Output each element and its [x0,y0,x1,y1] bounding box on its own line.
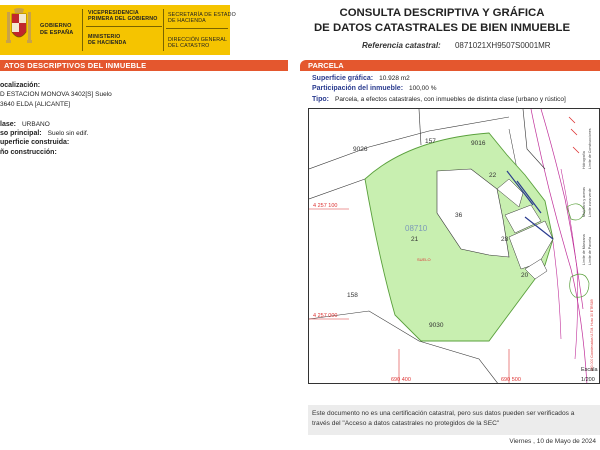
parcel-number: 21 [411,236,419,243]
superficie-grafica-label: Superficie gráfica: [312,75,374,82]
parcel-number: 36 [455,212,463,219]
parcel-boundary [309,179,365,199]
parcel-number: 28 [501,236,509,243]
legend-item: Mobiliario y aceras [582,187,586,217]
header-divider [163,9,164,51]
localizacion-line2: 3640 ELDA [ALICANTE] [0,101,71,108]
clase-label: lase: [0,121,16,128]
parcel-number: 22 [489,172,497,179]
parcel-boundary [419,109,421,145]
section-header-datos: ATOS DESCRIPTIVOS DEL INMUEBLE [0,60,288,71]
localizacion-label: ocalización: [0,82,41,89]
parcel-number: 158 [347,292,358,299]
scale-value: 1/200 [581,377,595,383]
legend-item: Límite de Manzana [582,234,586,265]
superficie-grafica-value: 10.928 m2 [379,75,410,82]
projection-label: 690.000 Coordenadas U.T.M. Huso 30 ETRS89 [590,299,594,371]
clase-field [0,121,50,130]
coord-label: 4 257 000 [313,313,338,319]
cadastral-map[interactable] [308,108,600,384]
map-legend [582,128,594,371]
parcel-number: 9026 [353,146,368,153]
parcel-ref-label: 08710 [405,224,428,233]
section-header-parcela: PARCELA [300,60,600,71]
road-edge-line [541,109,583,309]
tipo-label: Tipo: [312,96,329,103]
secretaria-label: SECRETARÍA DE ESTADO DE HACIENDA [168,12,236,25]
parcel-number: 9030 [429,322,444,329]
anio-construccion-label: ño construcción: [0,149,57,156]
page-title: CONSULTA DESCRIPTIVA Y GRÁFICA DE DATOS CATASTRALES DE BIEN INMUEBLE [313,7,571,34]
parcel-number: 9016 [471,140,486,147]
suelo-label: SUELO [417,257,431,262]
uso-field [0,130,88,139]
direccion-label: DIRECCIÓN GENERAL DEL CATASTRO [168,37,228,50]
vicepresidencia-label: VICEPRESIDENCIA PRIMERA DEL GOBIERNO [88,10,158,23]
legend-item: Límite de Parcela [588,237,592,265]
red-tick [569,117,579,153]
green-area [570,274,589,297]
uso-label: so principal: [0,130,42,137]
header-divider [86,26,162,27]
referencia-value[interactable]: 0871021XH9507S0001MR [454,41,551,50]
participacion-value: 100,00 % [409,85,437,92]
coord-label: 690 400 [391,377,411,383]
document-date: Viernes , 10 de Mayo de 2024 [509,438,596,445]
coord-label: 4 257 100 [313,203,338,209]
localizacion-line1: D ESTACION MONOVA 3402[S] Suelo [0,91,112,98]
participacion-label: Participación del inmueble: [312,85,404,92]
superficie-construida-label: uperficie construida: [0,139,70,146]
scale-label: Escala [581,367,598,373]
coord-label: 690 500 [501,377,521,383]
coat-of-arms-icon [6,8,32,48]
superficie-grafica-field [312,75,410,82]
referencia-label: Referencia catastral: [362,41,441,50]
referencia-catastral [362,41,551,50]
participacion-field [312,85,437,92]
header-divider [82,9,83,51]
clase-value: URBANO [21,121,50,128]
gobierno-espana-label: GOBIERNO DE ESPAÑA [40,23,74,36]
road-edge-line [551,229,561,339]
header-divider [166,28,228,29]
map-canvas [309,109,600,384]
legend-item: Límite de Construcciones [588,128,592,169]
legend-item: Límite zona verde [588,188,592,217]
parcel-number: 157 [425,138,436,145]
parcel-number: 20 [521,272,529,279]
tipo-field [312,96,566,103]
ministerio-label: MINISTERIO DE HACIENDA [88,34,127,47]
disclaimer-text: Este documento no es una certificación catastral, pero sus datos pueden ser verificados a través del "Acceso a datos catastrales no protegidos de la SEC" [312,410,575,427]
uso-value: Suelo sin edif. [47,130,89,137]
legend-item: Hidrografía [582,151,586,169]
tipo-value: Parcela, a efectos catastrales, con inmuebles de distinta clase [urbano y rústico] [334,96,566,103]
